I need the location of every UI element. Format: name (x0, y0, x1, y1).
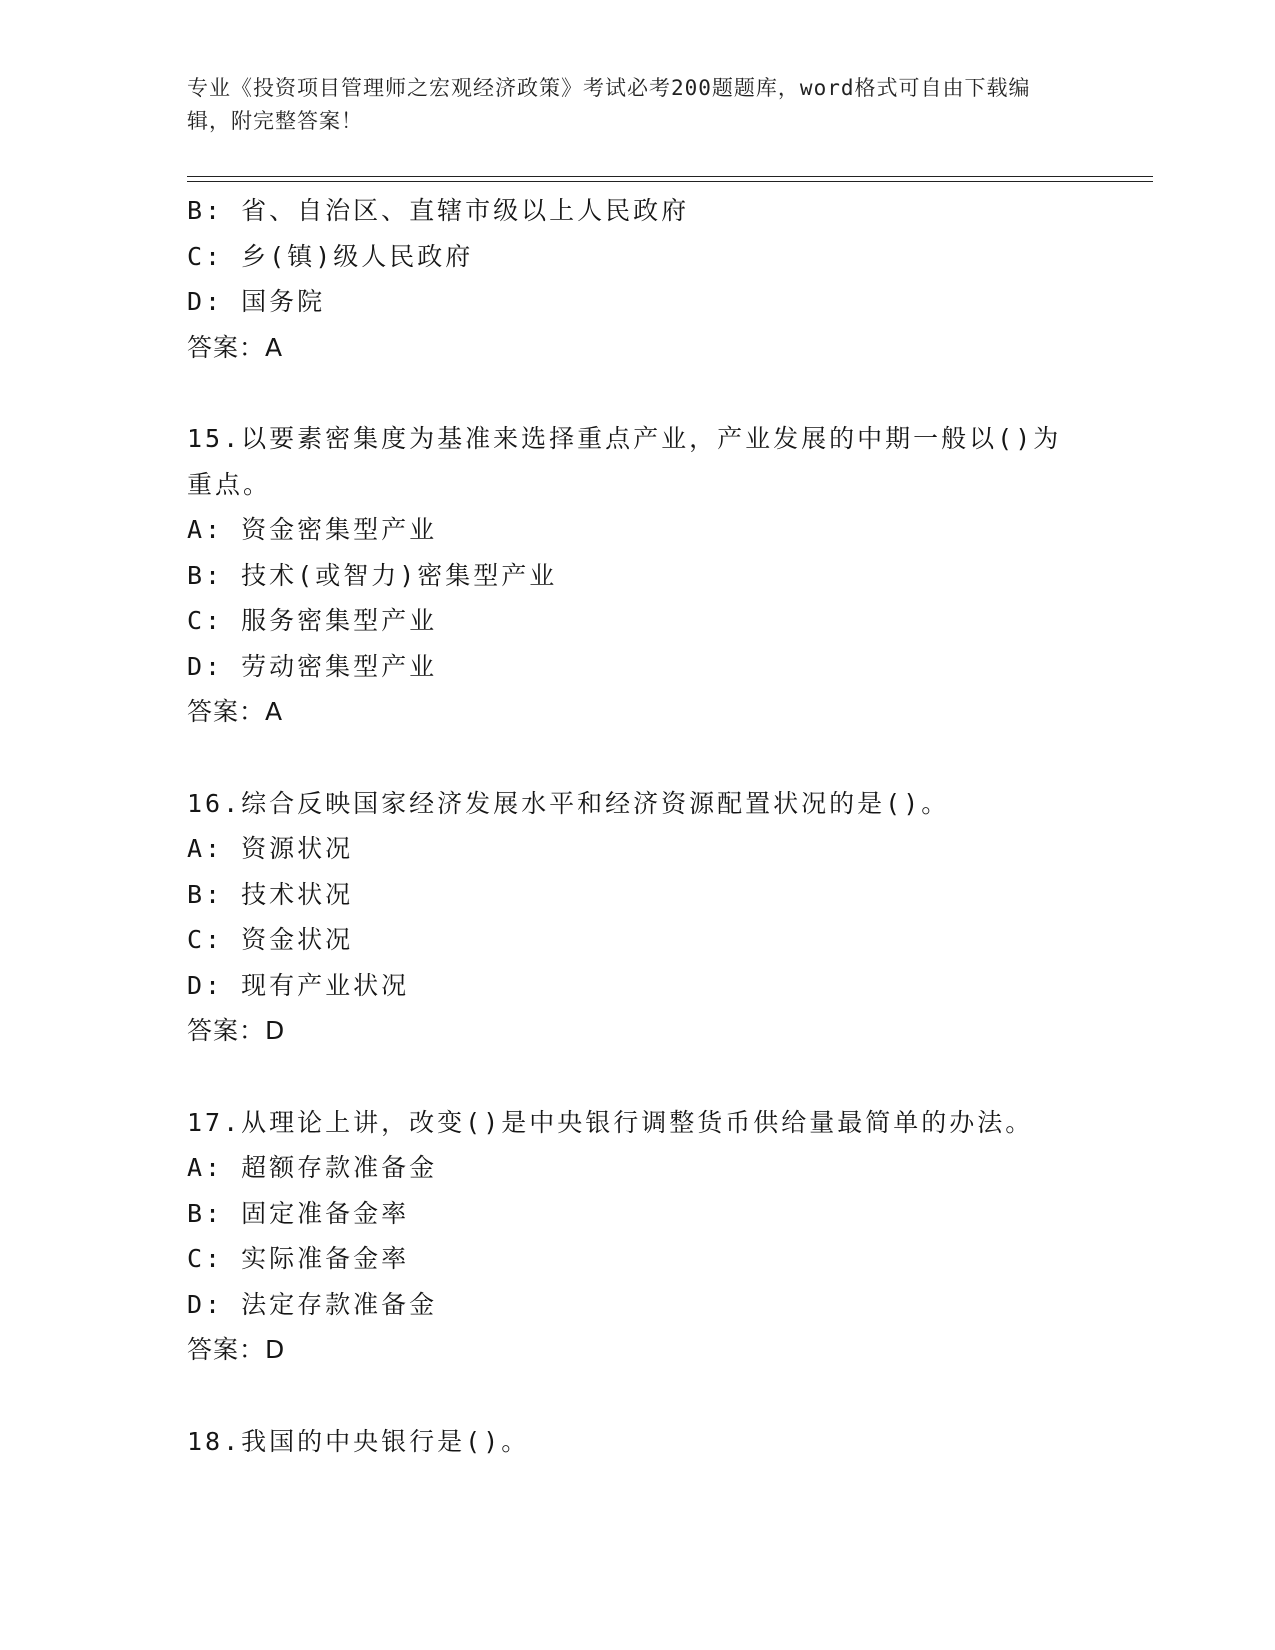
question-17 (187, 1100, 1087, 1373)
option-d: D: 国务院 (187, 287, 326, 316)
question-16 (187, 781, 1087, 1054)
answer-line: 答案：D (187, 1016, 286, 1045)
question-stem: 15.以要素密集度为基准来选择重点产业，产业发展的中期一般以()为重点。 (187, 424, 1062, 499)
option-d: D: 法定存款准备金 (187, 1289, 438, 1319)
option-b: B: 固定准备金率 (187, 1198, 410, 1228)
option-b: B: 技术(或智力)密集型产业 (187, 560, 558, 590)
answer-line: 答案：A (187, 697, 284, 726)
answer-line: 答案：A (187, 332, 284, 362)
option-c: C: 乡(镇)级人民政府 (187, 241, 474, 271)
spacer (187, 1373, 1087, 1419)
carryover-question (187, 188, 1087, 370)
spacer (187, 1054, 1087, 1100)
option-d: D: 劳动密集型产业 (187, 651, 438, 681)
option-c: C: 服务密集型产业 (187, 606, 438, 635)
question-stem: 16.综合反映国家经济发展水平和经济资源配置状况的是()。 (187, 788, 950, 818)
option-a: A: 超额存款准备金 (187, 1153, 438, 1182)
option-c: C: 资金状况 (187, 925, 354, 954)
header-divider-top (187, 176, 1153, 177)
document-header: 专业《投资项目管理师之宏观经济政策》考试必考200题题库，word格式可自由下载编辑，附完整答案！ (187, 76, 1031, 133)
option-a: A: 资金密集型产业 (187, 515, 438, 544)
question-15 (187, 416, 1087, 735)
option-a: A: 资源状况 (187, 834, 354, 863)
option-b: B: 技术状况 (187, 879, 354, 909)
answer-line: 答案：D (187, 1335, 286, 1364)
question-18 (187, 1419, 1087, 1465)
question-stem: 17.从理论上讲，改变()是中央银行调整货币供给量最简单的办法。 (187, 1107, 1034, 1137)
question-body (187, 188, 1087, 1464)
header-divider-bottom (187, 181, 1153, 182)
question-stem: 18.我国的中央银行是()。 (187, 1426, 530, 1456)
spacer (187, 370, 1087, 416)
option-c: C: 实际准备金率 (187, 1244, 410, 1273)
option-b: B: 省、自治区、直辖市级以上人民政府 (187, 196, 690, 225)
spacer (187, 735, 1087, 781)
option-d: D: 现有产业状况 (187, 970, 410, 1000)
